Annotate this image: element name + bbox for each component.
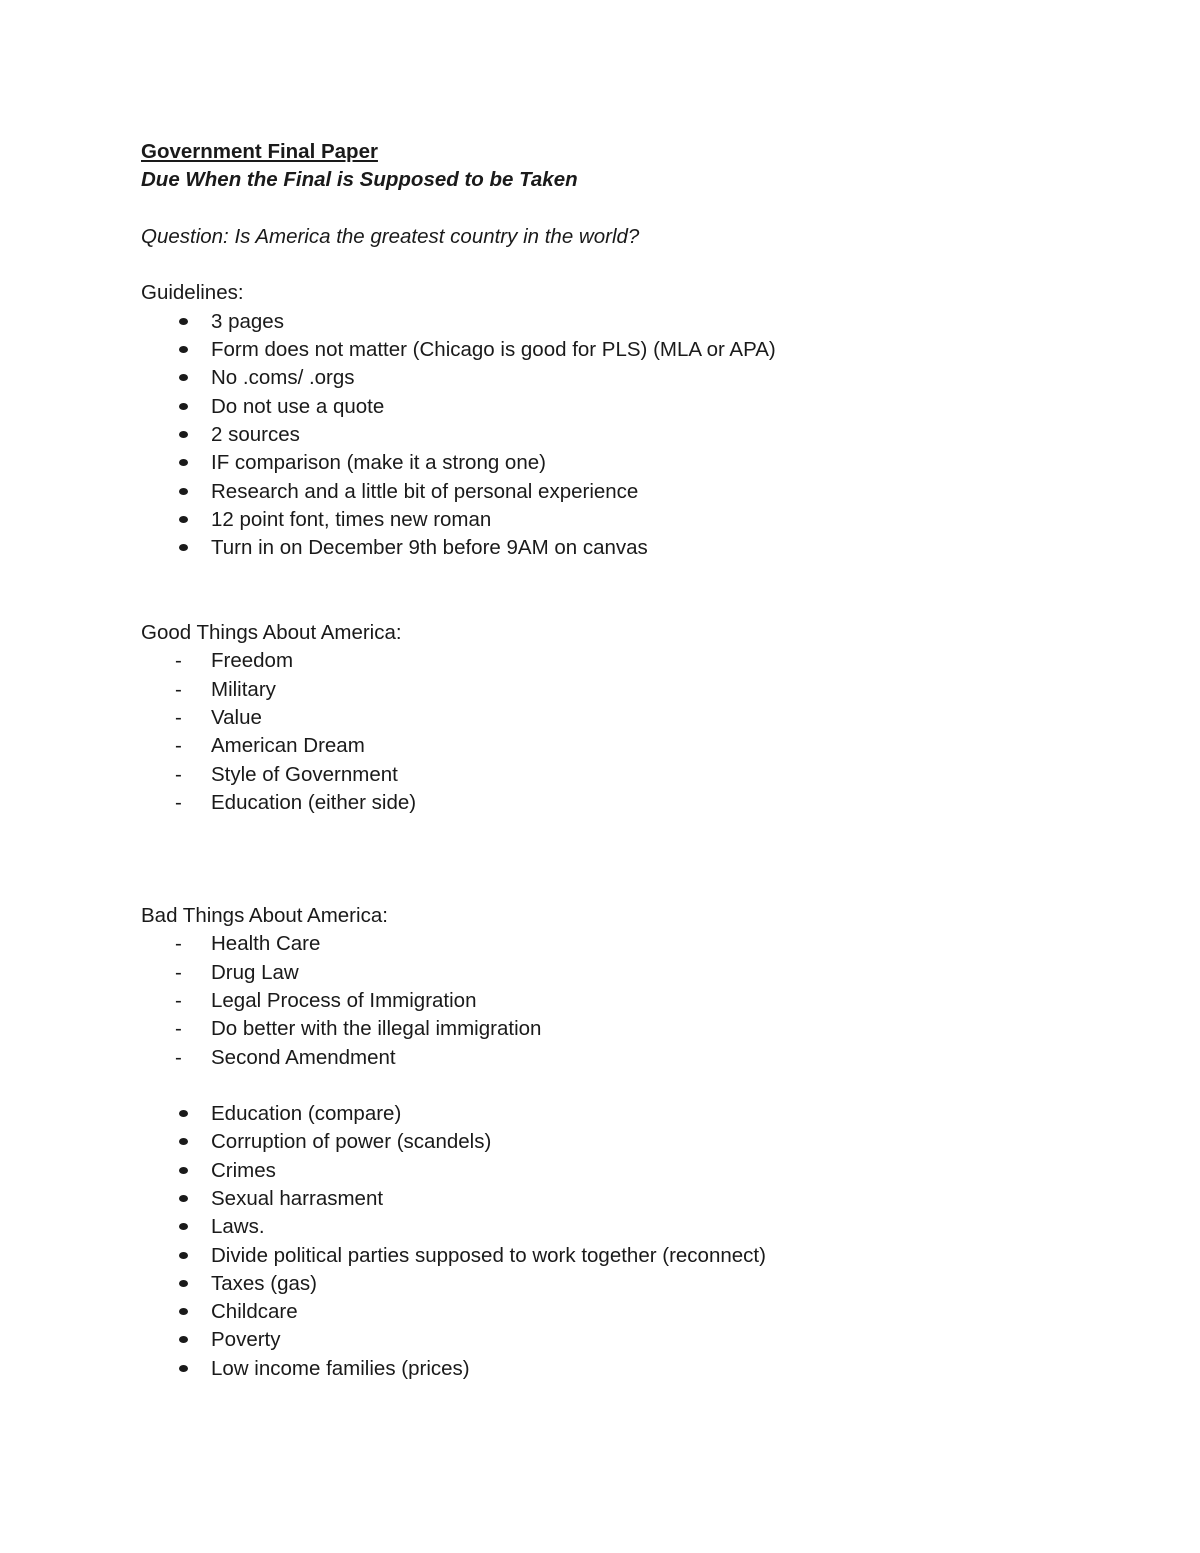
bullet-icon <box>179 1110 188 1117</box>
document-title: Government Final Paper <box>141 140 378 163</box>
bad-thing-bullet-item: Taxes (gas) <box>141 1270 1091 1298</box>
bullet-icon <box>179 403 188 410</box>
bullet-icon <box>179 1280 188 1287</box>
dash-marker: - <box>175 677 182 701</box>
dash-marker: - <box>175 1017 182 1041</box>
bad-thing-item: - Do better with the illegal immigration <box>141 1015 1091 1043</box>
bullet-icon <box>179 1195 188 1202</box>
bullet-icon <box>179 374 188 381</box>
bad-thing-bullet-item: Crimes <box>141 1157 1091 1185</box>
bullet-icon <box>179 1336 188 1343</box>
good-things-list <box>141 647 1091 817</box>
bad-thing-bullet-item: Laws. <box>141 1213 1091 1241</box>
dash-marker: - <box>175 1045 182 1069</box>
bullet-icon <box>179 544 188 551</box>
bad-thing-item: - Health Care <box>141 930 1091 958</box>
dash-marker: - <box>175 734 182 758</box>
bad-things-bullet-list <box>141 1100 1091 1383</box>
bullet-icon <box>179 1223 188 1230</box>
bullet-icon <box>179 459 188 466</box>
dash-marker: - <box>175 705 182 729</box>
good-thing-item: - Style of Government <box>141 761 1091 789</box>
good-thing-item: - Value <box>141 704 1091 732</box>
bullet-icon <box>179 1308 188 1315</box>
bad-things-heading: Bad Things About America: <box>141 904 388 928</box>
good-thing-item: - American Dream <box>141 732 1091 760</box>
bad-thing-bullet-item: Education (compare) <box>141 1100 1091 1128</box>
bullet-icon <box>179 1365 188 1372</box>
guidelines-list <box>141 308 1091 563</box>
question-text: Question: Is America the greatest country in the world? <box>141 224 640 248</box>
guideline-item: Research and a little bit of personal experience <box>141 478 1091 506</box>
dash-marker: - <box>175 988 182 1012</box>
bullet-icon <box>179 318 188 325</box>
good-thing-item: - Freedom <box>141 647 1091 675</box>
document-subtitle: Due When the Final is Supposed to be Taken <box>141 168 578 192</box>
good-thing-item: - Education (either side) <box>141 789 1091 817</box>
good-thing-item: - Military <box>141 676 1091 704</box>
bad-thing-bullet-item: Low income families (prices) <box>141 1355 1091 1383</box>
bullet-icon <box>179 1138 188 1145</box>
bad-thing-bullet-item: Divide political parties supposed to work together (reconnect) <box>141 1242 1091 1270</box>
bad-thing-bullet-item: Childcare <box>141 1298 1091 1326</box>
good-things-heading: Good Things About America: <box>141 621 402 645</box>
guideline-item: Do not use a quote <box>141 393 1091 421</box>
guideline-item: No .coms/ .orgs <box>141 364 1091 392</box>
bullet-icon <box>179 1167 188 1174</box>
bullet-icon <box>179 346 188 353</box>
guideline-item: 12 point font, times new roman <box>141 506 1091 534</box>
bad-thing-item: - Legal Process of Immigration <box>141 987 1091 1015</box>
bad-thing-item: - Second Amendment <box>141 1044 1091 1072</box>
guideline-item: 2 sources <box>141 421 1091 449</box>
dash-marker: - <box>175 762 182 786</box>
dash-marker: - <box>175 960 182 984</box>
bullet-icon <box>179 488 188 495</box>
bullet-icon <box>179 431 188 438</box>
guideline-item: IF comparison (make it a strong one) <box>141 449 1091 477</box>
document-body <box>141 138 1091 1383</box>
bullet-icon <box>179 516 188 523</box>
bad-thing-bullet-item: Poverty <box>141 1326 1091 1354</box>
bad-thing-item: - Drug Law <box>141 959 1091 987</box>
guideline-item: Form does not matter (Chicago is good for PLS) (MLA or APA) <box>141 336 1091 364</box>
bad-thing-bullet-item: Corruption of power (scandels) <box>141 1128 1091 1156</box>
guidelines-heading: Guidelines: <box>141 281 244 305</box>
dash-marker: - <box>175 790 182 814</box>
guideline-item: Turn in on December 9th before 9AM on canvas <box>141 534 1091 562</box>
bad-thing-bullet-item: Sexual harrasment <box>141 1185 1091 1213</box>
dash-marker: - <box>175 932 182 956</box>
bullet-icon <box>179 1252 188 1259</box>
guideline-item: 3 pages <box>141 308 1091 336</box>
bad-things-dash-list <box>141 930 1091 1071</box>
dash-marker: - <box>175 649 182 673</box>
